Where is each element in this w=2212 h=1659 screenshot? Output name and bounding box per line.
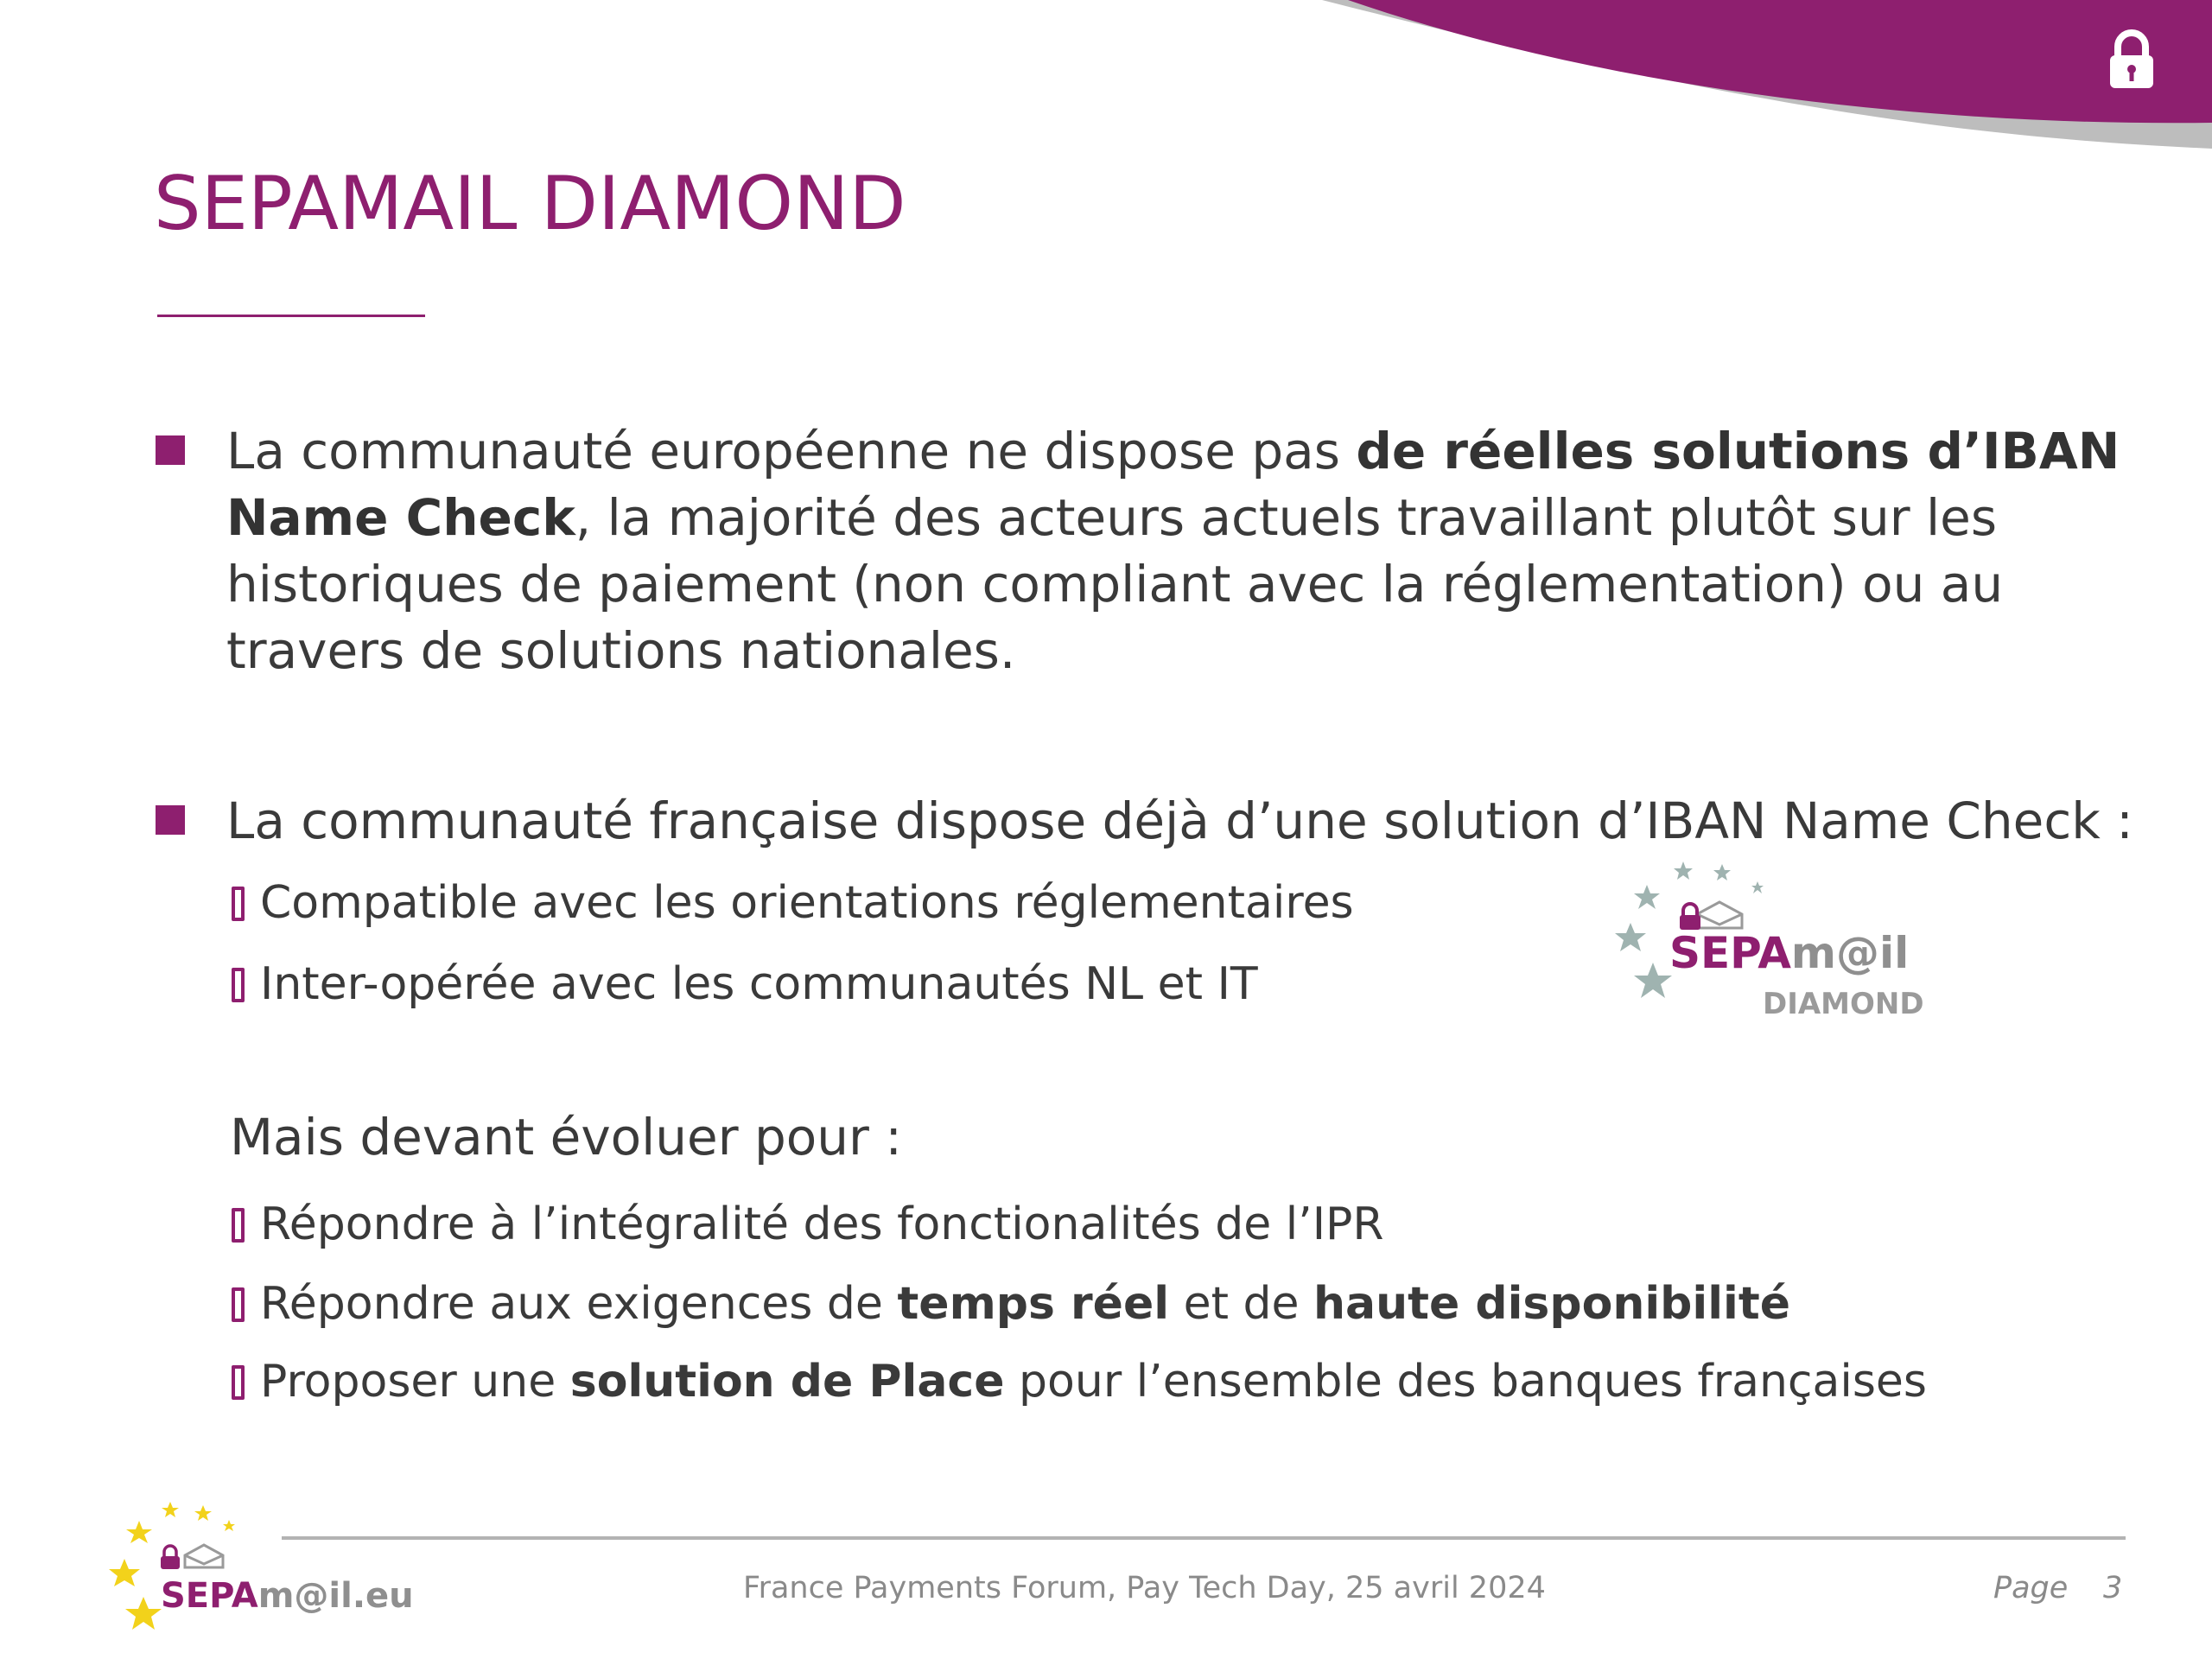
slide-title: SEPAMAIL DIAMOND [154, 161, 906, 247]
sepamail-eu-logo [107, 1495, 435, 1642]
sub-item [232, 873, 1354, 933]
diamond-logo-subtitle: DIAMOND [1763, 987, 1924, 1021]
star-icon [126, 1521, 152, 1543]
star-icon [1713, 864, 1731, 880]
sub-item-seg: Proposer une [260, 1356, 570, 1408]
bullet-1-seg-2: de réelles solutions d’IBAN Name Check [226, 422, 2120, 547]
footer-divider [282, 1536, 2126, 1540]
star-icon [223, 1520, 235, 1531]
checkbox-bullet-icon [232, 1208, 245, 1243]
sub-item [232, 954, 1258, 1014]
sub-item-seg-bold: haute disponibilité [1313, 1278, 1790, 1330]
page-label: Page [1993, 1571, 2069, 1605]
star-icon [1751, 881, 1764, 893]
svg-text:SEPAm@il [1669, 928, 1909, 978]
lock-icon [2105, 29, 2158, 92]
diamond-logo-brand-1: SEPA [1669, 928, 1791, 978]
bullet-1-seg-3: , la majorité des acteurs actuels travaillant plutôt sur les historiques de paiement (non compliant avec la réglementation) ou au travers de solutions nationales. [226, 488, 2004, 680]
sub-item [232, 1194, 1384, 1255]
title-underline [157, 315, 425, 317]
star-icon [109, 1559, 140, 1586]
checkbox-bullet-icon [232, 1287, 245, 1322]
footer-event-text: France Payments Forum, Pay Tech Day, 25 avril 2024 [743, 1571, 1546, 1605]
sepamail-diamond-logo [1609, 855, 1948, 1028]
envelope-icon [1680, 902, 1742, 930]
envelope-icon [161, 1545, 223, 1569]
bullet-1-text [226, 418, 2127, 684]
footer-logo-part-1: SEPA [161, 1576, 258, 1616]
sub-item-seg-bold: solution de Place [569, 1356, 1005, 1408]
sub-item-text: Inter-opérée avec les communautés NL et IT [260, 958, 1258, 1010]
sub-item-seg: et de [1169, 1278, 1314, 1330]
bullet-square-icon [156, 805, 185, 835]
sub-item-text: Répondre à l’intégralité des fonctionalités de l’IPR [260, 1198, 1384, 1250]
bullet-square-icon [156, 435, 185, 465]
bullet-1-seg-1: La communauté européenne ne dispose pas [226, 422, 1357, 480]
checkbox-bullet-icon [232, 968, 245, 1002]
star-icon [125, 1597, 162, 1630]
sub-item [232, 1274, 1790, 1334]
star-icon [1674, 861, 1693, 880]
checkbox-bullet-icon [232, 1365, 245, 1400]
sub-item-text: Compatible avec les orientations réglementaires [260, 877, 1354, 929]
star-icon [1615, 923, 1646, 951]
diamond-logo-brand-2: m@il [1790, 928, 1910, 978]
intermediate-heading: Mais devant évoluer pour : [230, 1108, 902, 1166]
checkbox-bullet-icon [232, 887, 245, 921]
star-icon [1634, 885, 1660, 909]
sub-item-seg: pour l’ensemble des banques françaises [1004, 1356, 1927, 1408]
sub-item-seg-bold: temps réel [897, 1278, 1170, 1330]
top-banner [0, 0, 2212, 156]
svg-text:SEPAm@il.eu [161, 1576, 414, 1616]
page-number: 3 [2103, 1571, 2123, 1605]
sub-item-seg: Répondre aux exigences de [260, 1278, 898, 1330]
footer-logo-part-2: m@il.eu [257, 1576, 414, 1616]
star-icon [1634, 963, 1672, 998]
star-icon [194, 1505, 212, 1521]
sub-item [232, 1351, 1927, 1412]
bullet-2-text: La communauté française dispose déjà d’une solution d’IBAN Name Check : [226, 791, 2133, 850]
star-icon [162, 1502, 179, 1517]
